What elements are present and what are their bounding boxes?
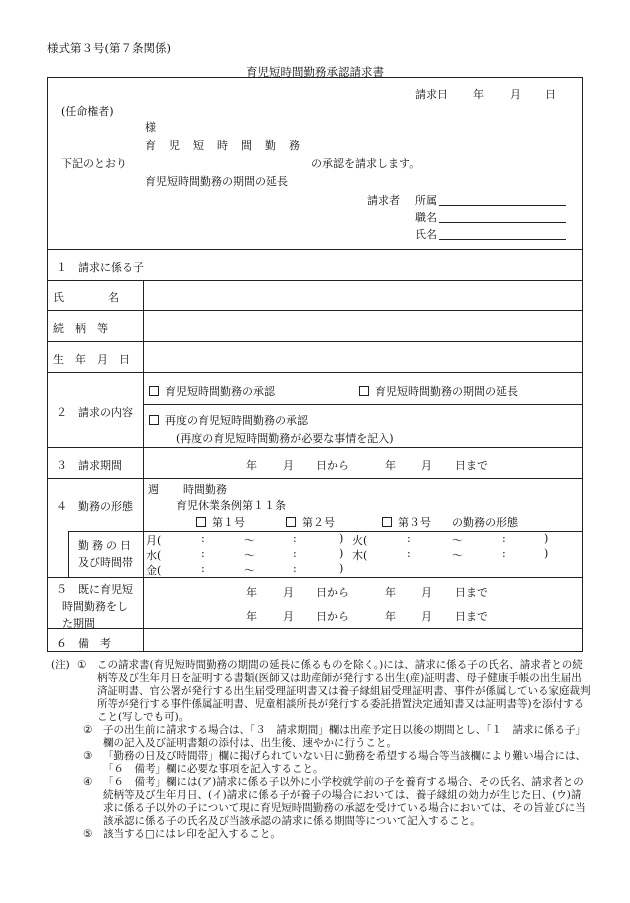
work-form-suffix: の勤務の形態 [452, 516, 518, 529]
close-paren: ) [339, 532, 344, 545]
prior2-start-day: 日から [316, 610, 349, 623]
content-section-title: ２ 請求の内容 [56, 406, 133, 419]
note-5-number: ⑤ [83, 828, 93, 840]
note-4-number: ④ [83, 776, 93, 788]
prior2-end-day: 日まで [455, 610, 488, 623]
option-approval-label: 育児短時間勤務の承認 [165, 385, 275, 398]
prior1-start-day: 日から [316, 586, 349, 599]
period-end-day: 日まで [455, 459, 488, 472]
hours-unit-label: 時間勤務 [183, 483, 227, 496]
checkbox-icon[interactable] [359, 386, 369, 396]
rule-work [48, 577, 582, 578]
period-start-year: 年 [246, 459, 257, 472]
affiliation-field[interactable] [439, 205, 566, 206]
schedule-title-line2: 及び時間帯 [78, 556, 133, 569]
close-paren: ) [544, 532, 549, 545]
checkbox-icon[interactable] [196, 517, 206, 527]
colon: : [293, 547, 297, 560]
checkbox-icon[interactable] [149, 386, 159, 396]
rule-child-name [48, 310, 582, 311]
note-3 [51, 750, 591, 776]
schedule-mon: 月( [146, 534, 162, 547]
rule-child-birth [48, 372, 582, 373]
prior-title-line3: た期間 [62, 617, 95, 630]
remarks-field[interactable] [148, 631, 576, 649]
note-2-text: 子の出生前に請求する場合は、「３ 請求期間」欄は出産予定日以後の期間とし、「１ 請求に係る子」欄の記入及び証明書類の添付は、出生後、速やかに行うこと。 [103, 724, 586, 749]
colon: : [201, 532, 205, 545]
close-paren: ) [339, 547, 344, 560]
label-column-rule [143, 280, 144, 651]
close-paren: ) [339, 562, 344, 575]
notes-lead: (注) [51, 659, 70, 671]
request-day-label: 日 [545, 88, 556, 101]
week-label: 週 [148, 483, 159, 496]
child-relation-label: 続 柄 等 [53, 322, 108, 335]
note-1-text: この請求書(育児短時間勤務の期間の延長に係るものを除く。)には、請求に係る子の氏名、請求者との続柄等及び生年月日を証明する書類(医師又は助産師が発行する出生(産)証明書、母子健康手帳の出生届出済証明書、官公署が発行する出生届受理証明書又は養子縁組届受理証明書、事件が係属している家庭裁判所等が発行する事件係属証明書、児童相談所長が発行する委託措置決定通知書又は証明書等)を添付すること(写しでも可)。 [97, 659, 591, 723]
tilde: 〜 [244, 549, 255, 562]
requester-label: 請求者 [367, 194, 400, 207]
prior2-start-year: 年 [246, 610, 257, 623]
child-section-title: １ 請求に係る子 [56, 261, 144, 274]
affiliation-label: 所属 [415, 194, 437, 207]
document-title: 育児短時間勤務承認請求書 [246, 65, 384, 79]
name-label: 氏名 [415, 228, 437, 241]
colon: : [407, 532, 411, 545]
prior1-start-month: 月 [283, 586, 294, 599]
close-paren: ) [544, 547, 549, 560]
prior2-start-month: 月 [283, 610, 294, 623]
period-end-month: 月 [421, 459, 432, 472]
note-5 [51, 828, 591, 841]
note-4 [51, 776, 591, 828]
request-intro: 下記のとおり [61, 157, 127, 170]
prior1-start-year: 年 [246, 586, 257, 599]
option-item-2-label: 第２号 [302, 516, 335, 529]
option-extension[interactable] [359, 383, 518, 399]
colon: : [407, 547, 411, 560]
option-item-3-label: 第３号 [398, 516, 431, 529]
rule-prior [48, 628, 582, 629]
prior2-end-month: 月 [421, 610, 432, 623]
option-item-1[interactable] [196, 514, 245, 530]
tilde: 〜 [244, 564, 255, 577]
rule-child-relation [48, 341, 582, 342]
note-1-number: ① [77, 659, 87, 671]
child-name-field[interactable] [148, 284, 576, 306]
tilde: 〜 [452, 534, 463, 547]
checkbox-icon[interactable] [382, 517, 392, 527]
note-3-number: ③ [83, 750, 93, 762]
prior1-end-day: 日まで [455, 586, 488, 599]
child-relation-field[interactable] [148, 314, 576, 336]
option-reapproval-note: (再度の育児短時間勤務が必要な事情を記入) [176, 432, 394, 445]
remarks-title: ６ 備 考 [56, 637, 111, 650]
honorific-sama: 様 [145, 121, 156, 134]
position-field[interactable] [439, 222, 566, 223]
prior1-end-year: 年 [385, 586, 396, 599]
schedule-tue: 火( [352, 534, 368, 547]
request-month-label: 月 [510, 88, 521, 101]
option-item-2[interactable] [286, 514, 335, 530]
rule-child-title [48, 280, 582, 281]
child-birth-label: 生 年 月 日 [53, 353, 130, 366]
option-reapproval-label: 再度の育児短時間勤務の承認 [165, 414, 308, 427]
rule-content [48, 447, 582, 448]
rule-header [48, 249, 582, 250]
schedule-thu: 木( [352, 549, 368, 562]
note-5-text: 該当する□にはレ印を記入すること。 [103, 828, 281, 840]
note-2-number: ② [83, 724, 93, 736]
prior-title-line1: ５ 既に育児短 [56, 583, 133, 596]
colon: : [293, 562, 297, 575]
request-type-short-work: 育児短時間勤務 [145, 139, 313, 152]
period-start-month: 月 [283, 459, 294, 472]
appointing-authority: (任命権者) [61, 105, 114, 118]
prior2-end-year: 年 [385, 610, 396, 623]
option-reapproval[interactable] [149, 412, 308, 428]
schedule-wed: 水( [146, 549, 162, 562]
form-number-label: 様式第３号(第７条関係) [47, 41, 171, 55]
note-1 [51, 659, 591, 724]
schedule-indent-rule [68, 531, 69, 577]
prior-title-line2: 時間勤務をし [62, 600, 128, 613]
checkbox-icon[interactable] [286, 517, 296, 527]
colon: : [293, 532, 297, 545]
request-year-label: 年 [473, 88, 484, 101]
colon: : [502, 532, 506, 545]
colon: : [201, 547, 205, 560]
schedule-title-line1: 勤務の日 [78, 539, 134, 552]
rule-period [48, 478, 582, 479]
form-frame [47, 77, 583, 652]
colon: : [502, 547, 506, 560]
schedule-fri: 金( [146, 564, 162, 577]
prior1-end-month: 月 [421, 586, 432, 599]
colon: : [201, 562, 205, 575]
child-birth-field[interactable] [148, 345, 576, 367]
tilde: 〜 [244, 534, 255, 547]
tilde: 〜 [452, 549, 463, 562]
option-item-3[interactable] [382, 514, 431, 530]
option-extension-label: 育児短時間勤務の期間の延長 [375, 385, 518, 398]
child-name-label: 氏 名 [53, 291, 119, 304]
period-section-title: ３ 請求期間 [56, 459, 122, 472]
notes-block [51, 659, 591, 841]
ordinance-label: 育児休業条例第１１条 [176, 499, 286, 512]
period-start-day: 日から [316, 459, 349, 472]
request-type-extension: 育児短時間勤務の期間の延長 [145, 175, 288, 188]
name-field[interactable] [439, 239, 566, 240]
position-label: 職名 [415, 211, 437, 224]
request-date-label: 請求日 [415, 88, 448, 101]
work-section-title: ４ 勤務の形態 [56, 500, 133, 513]
note-4-text: 「６ 備考」欄には(ア)請求に係る子以外に小学校就学前の子を養育する場合、その氏名、請求者との続柄等及び生年月日、(イ)請求に係る子が養子の場合においては、養子縁組の効力が生じた日、(ウ)請求に係る子以外の子について現に育児短時間勤務の承認を受けている場合においては、その旨並びに当該承認に係る子の氏名及び当該承認の請求に係る期間等について記入すること。 [103, 776, 586, 827]
rule-content-mid [143, 404, 582, 405]
note-3-text: 「勤務の日及び時間帯」欄に掲げられていない日に勤務を希望する場合等当該欄により難い場合には、「６ 備考」欄に必要な事項を記入すること。 [103, 750, 586, 775]
checkbox-icon[interactable] [149, 415, 159, 425]
note-2 [51, 724, 591, 750]
option-item-1-label: 第１号 [212, 516, 245, 529]
request-suffix: の承認を請求します。 [311, 157, 421, 170]
period-end-year: 年 [385, 459, 396, 472]
option-approval[interactable] [149, 383, 275, 399]
